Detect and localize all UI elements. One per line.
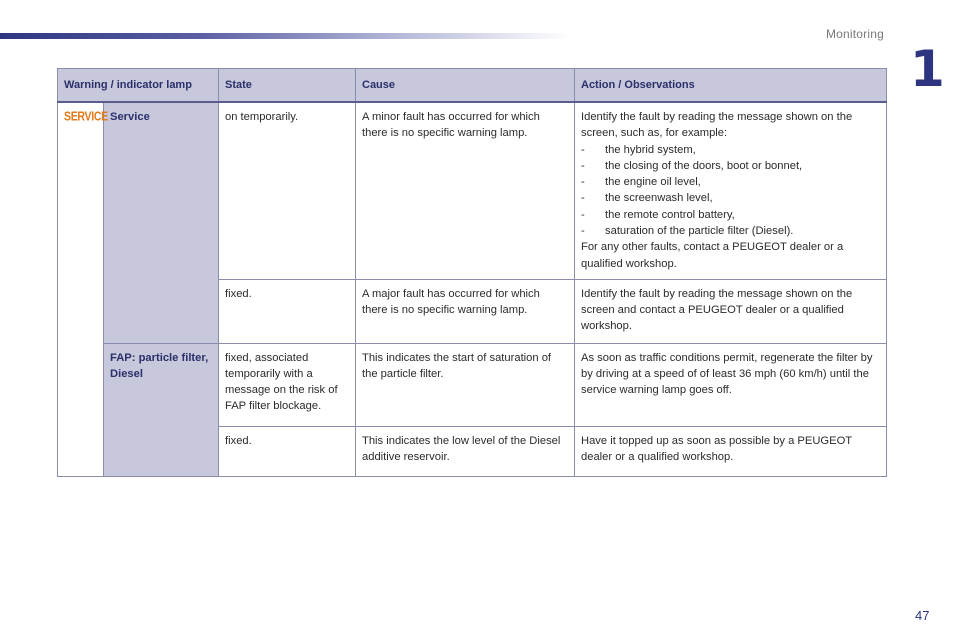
cause-cell: This indicates the low level of the Diesel additive reservoir. [356,426,575,476]
state-cell: fixed. [219,426,356,476]
state-cell: fixed. [219,279,356,343]
action-cell: As soon as traffic conditions permit, regenerate the filter by by driving at a speed of of least 36 mph (60 km/h) until the service warning lamp goes off. [575,343,887,426]
warning-lamp-table [57,68,887,477]
header-gradient-bar [0,33,570,39]
state-cell: on temporarily. [219,102,356,279]
cause-cell: A major fault has occurred for which there is no specific warning lamp. [356,279,575,343]
chapter-number: 1 [910,40,945,98]
list-item: - the closing of the doors, boot or bonnet, [581,159,803,172]
list-item: - the hybrid system, [581,143,696,156]
section-title: Monitoring [825,27,884,41]
action-intro: Identify the fault by reading the message shown on the screen, such as, for example: [581,111,853,140]
indicator-fap: FAP: particle filter, Diesel [104,343,219,476]
column-header-cause: Cause [356,69,575,103]
column-header-action: Action / Observations [575,69,887,103]
list-item: - the remote control battery, [581,208,735,221]
action-outro: For any other faults, contact a PEUGEOT dealer or a qualified workshop. [581,241,844,270]
table-row [58,343,887,426]
column-header-state: State [219,69,356,103]
list-item: - the screenwash level, [581,192,713,205]
service-warning-icon: SERVICE [64,109,108,125]
list-item: - saturation of the particle filter (Diesel). [581,225,794,238]
page-number: 47 [915,608,930,623]
list-item: - the engine oil level, [581,176,701,189]
table-header-row [58,69,887,103]
lamp-cell [58,102,108,476]
indicator-service: Service [104,102,219,343]
action-cell: Have it topped up as soon as possible by a PEUGEOT dealer or a qualified workshop. [575,426,887,476]
state-cell: fixed, associated temporarily with a message on the risk of FAP filter blockage. [219,343,356,426]
action-cell: Identify the fault by reading the message shown on the screen and contact a PEUGEOT dealer or a qualified workshop. [575,279,887,343]
cause-cell: This indicates the start of saturation of the particle filter. [356,343,575,426]
cause-cell: A minor fault has occurred for which there is no specific warning lamp. [356,102,575,279]
column-header-warning-lamp: Warning / indicator lamp [58,69,219,103]
action-cell [575,102,887,279]
table-row [58,102,887,279]
